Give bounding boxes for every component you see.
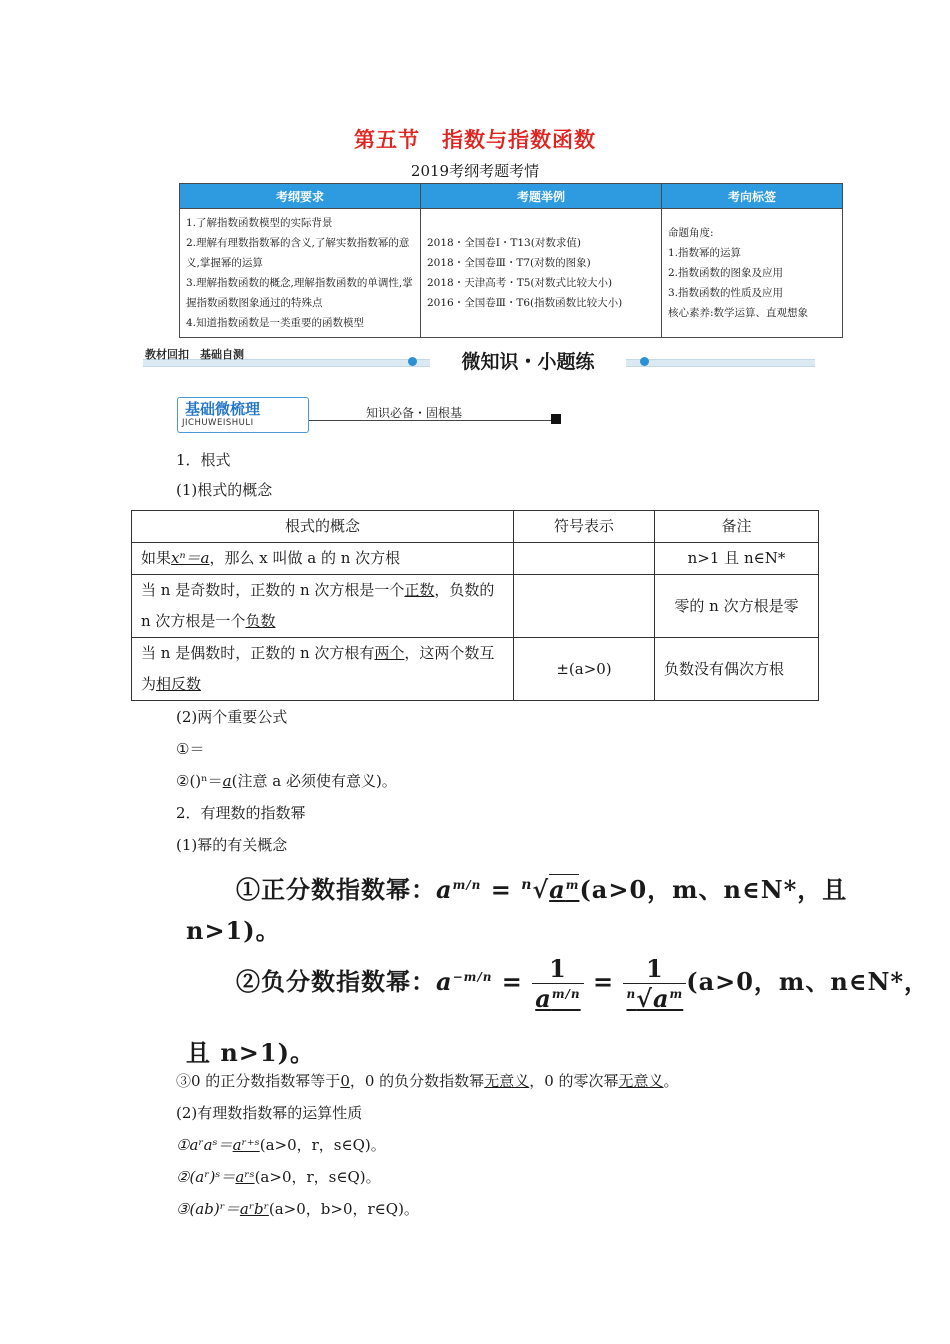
blank: xⁿ＝a [171,549,210,567]
ex-item: 2016・全国卷Ⅲ・T6(指数函数比较大小) [427,297,623,309]
jc-subtitle: JICHUWEISHULI [182,418,254,428]
text: (注意 a 必须使有意义)。 [231,772,397,790]
radical-header-symbol: 符号表示 [514,511,655,543]
negative-exponent-cont: 且 n>1)。 [186,1038,315,1067]
banner-dot-icon [640,357,649,366]
text: ，这两个数互为 [141,644,495,693]
formula: $a^{m/n} = ^n√a^m$ [436,875,580,904]
blank: 相反数 [156,675,202,693]
subsection-heading: (1)根式的概念 [176,481,273,499]
syllabus-tags-cell [662,209,843,338]
blank: 两个 [374,644,405,662]
formula: $a^{-m/n}$ = [436,967,533,996]
radical-row3-note: 负数没有偶次方根 [655,638,819,701]
text: 如果 [141,549,172,567]
zero-exponent-rule [176,1070,679,1091]
blank: 无意义 [484,1072,530,1090]
section-heading: 1．根式 [176,451,231,469]
text: ，0 的零次幂 [529,1072,619,1090]
syllabus-req-cell [180,209,421,338]
positive-exponent-cont: n>1)。 [186,916,281,945]
positive-exponent-formula [236,870,847,905]
text: ②(aʳ)ˢ＝ [176,1168,236,1186]
fraction: $\frac{1}{^n√a^m}$ [623,954,686,1013]
text: (a>0，b>0，r∈Q)。 [268,1200,419,1218]
text: ，那么 x 叫做 a 的 n 次方根 [209,549,401,567]
radical-row2-note: 零的 n 次方根是零 [655,575,819,638]
text: (a>0，m、n∈N*，且 [579,875,848,904]
radical-row3-symbol: ±(a>0) [514,638,655,701]
page-title: 第五节 指数与指数函数 [354,128,596,152]
text: ①正分数指数幂： [236,875,436,904]
ex-item: 2018・全国卷Ⅲ・T7(对数的图象) [427,257,591,269]
text: 当 n 是偶数时，正数的 n 次方根有 [141,644,375,662]
formula-1: ①＝ [176,740,205,758]
page-subtitle: 2019考纲考题考情 [410,162,540,180]
req-item: 1.了解指数函数模型的实际背景 [186,217,333,229]
banner-dot-icon [408,357,417,366]
radical-row3-concept [132,638,514,701]
syllabus-header-req: 考纲要求 [180,184,421,209]
rule-1 [176,1134,386,1155]
jc-text: 知识必备・固根基 [366,406,463,420]
radical-row1-concept [132,543,514,575]
text: 当 n 是奇数时，正数的 n 次方根是一个 [141,581,405,599]
text: ②负分数指数幂： [236,967,436,996]
blank: 负数 [245,612,276,630]
req-item: 2.理解有理数指数幂的含义,了解实数指数幂的意义,掌握幂的运算 [186,237,410,269]
rule-2 [176,1166,381,1187]
text: (a>0，r，s∈Q)。 [259,1136,386,1154]
text: ③0 的正分数指数幂等于 [176,1072,341,1090]
blank: 0 [340,1072,350,1090]
text: ①aʳaˢ＝ [176,1136,233,1154]
rule-3 [176,1198,419,1219]
banner-left-label: 教材回扣 基础自测 [145,348,244,361]
req-item: 4.知道指数函数是一类重要的函数模型 [186,317,365,329]
radical-row2-concept [132,575,514,638]
text: ，0 的负分数指数幂 [349,1072,485,1090]
syllabus-table [179,183,843,338]
blank: aʳˢ [235,1168,255,1186]
radical-row2-symbol [514,575,655,638]
ex-item: 2018・全国卷Ⅰ・T13(对数求值) [427,237,581,249]
tag-item: 1.指数幂的运算 [668,247,742,259]
blank: aʳbʳ [239,1200,269,1218]
banner-center-label: 微知识・小题练 [430,346,626,378]
radical-row1-symbol [514,543,655,575]
square-icon [551,414,561,424]
blank: 无意义 [618,1072,664,1090]
text: ，负数的 n 次方根是一个 [141,581,495,630]
ex-item: 2018・天津高考・T5(对数式比较大小) [427,277,613,289]
radical-row1-note: n>1 且 n∈N* [655,543,819,575]
tag-item: 2.指数函数的图象及应用 [668,267,784,279]
text: 。 [663,1072,679,1090]
fraction: $\frac{1}{a^{m/n}}$ [532,954,583,1013]
syllabus-ex-cell [421,209,662,338]
tag-item: 核心素养:数学运算、直观想象 [668,307,809,319]
text: (a>0，r，s∈Q)。 [254,1168,381,1186]
radical-header-concept: 根式的概念 [132,511,514,543]
blank: a [222,772,232,790]
section-heading: 2．有理数的指数幂 [176,804,306,822]
jc-title: 基础微梳理 [185,400,261,418]
negative-exponent-formula: ②负分数指数幂：$a^{-m/n}$ = $\frac{1}{a^{m/n}}$ = $\frac{1}{^n√a^m}$ (a>0，m、n∈N*， [236,954,930,1013]
tag-item: 3.指数函数的性质及应用 [668,287,784,299]
radical-header-note: 备注 [655,511,819,543]
req-item: 3.理解指数函数的概念,理解指数函数的单调性,掌握指数函数图象通过的特殊点 [186,277,413,309]
syllabus-header-ex: 考题举例 [421,184,662,209]
text: ②()ⁿ＝ [176,772,223,790]
radical-table [131,510,819,701]
blank: aʳ⁺ˢ [232,1136,260,1154]
text: ③(ab)ʳ＝ [176,1200,240,1218]
blank: 正数 [404,581,435,599]
tag-item: 命题角度: [668,227,714,239]
formula-2 [176,770,397,791]
text: (a>0，m、n∈N*， [686,967,930,996]
subsection-heading: (2)两个重要公式 [176,708,288,726]
subsection-heading: (1)幂的有关概念 [176,836,288,854]
subsection-heading: (2)有理数指数幂的运算性质 [176,1104,363,1122]
syllabus-header-tags: 考向标签 [662,184,843,209]
